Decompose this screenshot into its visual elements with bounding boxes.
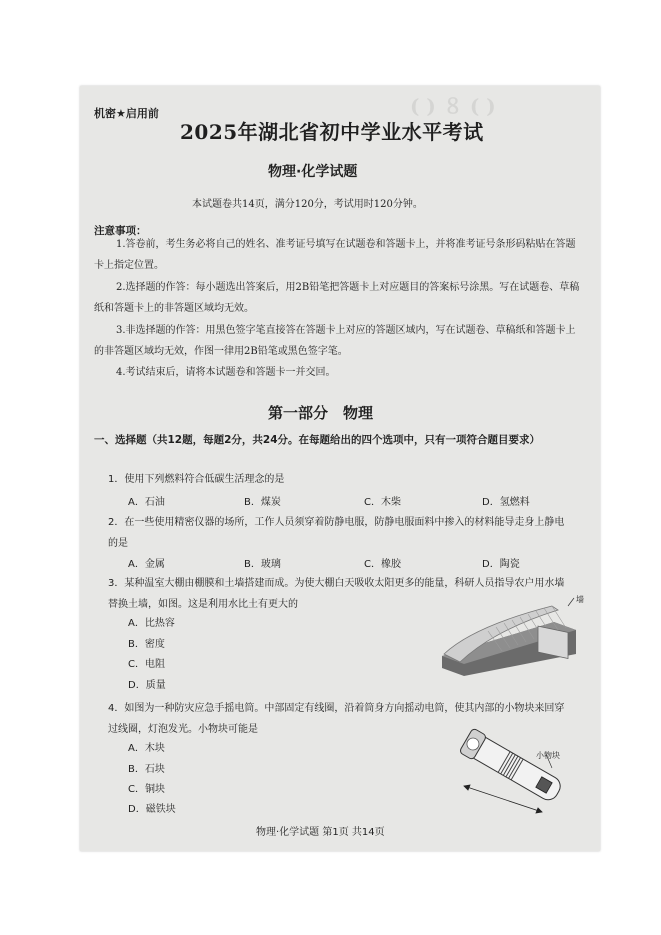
note-item-3: 3.非选择题的作答：用黑色签字笔直接答在答题卡上对应的答题区域内，写在试题卷、草稿纸和答题卡上的非答题区域均无效，作图一律用2B铅笔或黑色签字笔。: [94, 325, 576, 357]
question-2-stem: 2．在一些使用精密仪器的场所，工作人员须穿着防静电服，防静电服面料中掺入的材料能导走身上静电的是: [108, 517, 565, 549]
question-2-option-a: A．金属: [128, 559, 165, 570]
question-2-option-b: B．玻璃: [244, 559, 281, 570]
question-3-stem: 3．某种温室大棚由棚膜和土墙搭建而成。为使大棚白天吸收太阳更多的能量，科研人员指导农户用水墙替换土墙，如图。这是利用水比土有更大的: [108, 578, 565, 610]
notes-heading: 注意事项：: [94, 225, 147, 237]
question-2-option-c: C．橡胶: [364, 559, 401, 570]
question-1-stem: 1．使用下列燃料符合低碳生活理念的是: [108, 474, 285, 485]
question-4-option-d: D．磁铁块: [128, 804, 176, 815]
page-footer: 物理·化学试题 第1页 共14页: [256, 827, 385, 838]
question-4-option-a: A．木块: [128, 743, 165, 754]
note-item-1: 1.答卷前，考生务必将自己的姓名、准考证号填写在试题卷和答题卡上，并将准考证号条形码粘贴在答题卡上指定位置。: [94, 239, 576, 271]
note-item-4: 4.考试结束后，请将本试题卷和答题卡一并交回。: [116, 367, 336, 378]
exam-page: [80, 86, 600, 851]
greenhouse-figure: [434, 596, 584, 678]
question-2-option-d: D．陶瓷: [482, 559, 520, 570]
question-3-option-d: D．质量: [128, 680, 166, 691]
flashlight-figure: [456, 724, 580, 816]
question-4-option-c: C．铜块: [128, 784, 165, 795]
figure-label-wall: 墙: [576, 595, 584, 604]
bleed-through-text: ( ) ８ ( ): [410, 94, 496, 118]
exam-subtitle: 物理·化学试题: [268, 164, 358, 180]
question-1-option-b: B．煤炭: [244, 497, 281, 508]
question-1-option-a: A．石油: [128, 497, 165, 508]
figure-label-block: 小物块: [536, 751, 560, 760]
exam-title: 2025年湖北省初中学业水平考试: [180, 120, 484, 144]
section-heading: 一、选择题（共12题，每题2分，共24分。在每题给出的四个选项中，只有一项符合题目要求）: [94, 434, 541, 446]
question-1-option-d: D．氢燃料: [482, 497, 530, 508]
question-3-option-b: B．密度: [128, 639, 165, 650]
question-1-option-c: C．木柴: [364, 497, 401, 508]
question-3-option-c: C．电阻: [128, 659, 165, 670]
question-4-option-b: B．石块: [128, 764, 165, 775]
confidential-mark: 机密★启用前: [94, 107, 159, 120]
exam-info: 本试题卷共14页，满分120分，考试用时120分钟。: [192, 199, 423, 210]
note-item-2: 2.选择题的作答：每小题选出答案后，用2B铅笔把答题卡上对应题目的答案标号涂黑。写在试题卷、草稿纸和答题卡上的非答题区域均无效。: [94, 282, 580, 314]
question-3-option-a: A．比热容: [128, 618, 175, 629]
question-4-stem: 4．如图为一种防灾应急手摇电筒。中部固定有线圈，沿着筒身方向摇动电筒，使其内部的小物块来回穿过线圈，灯泡发光。小物块可能是: [108, 703, 565, 735]
part-heading: 第一部分 物理: [268, 404, 374, 422]
